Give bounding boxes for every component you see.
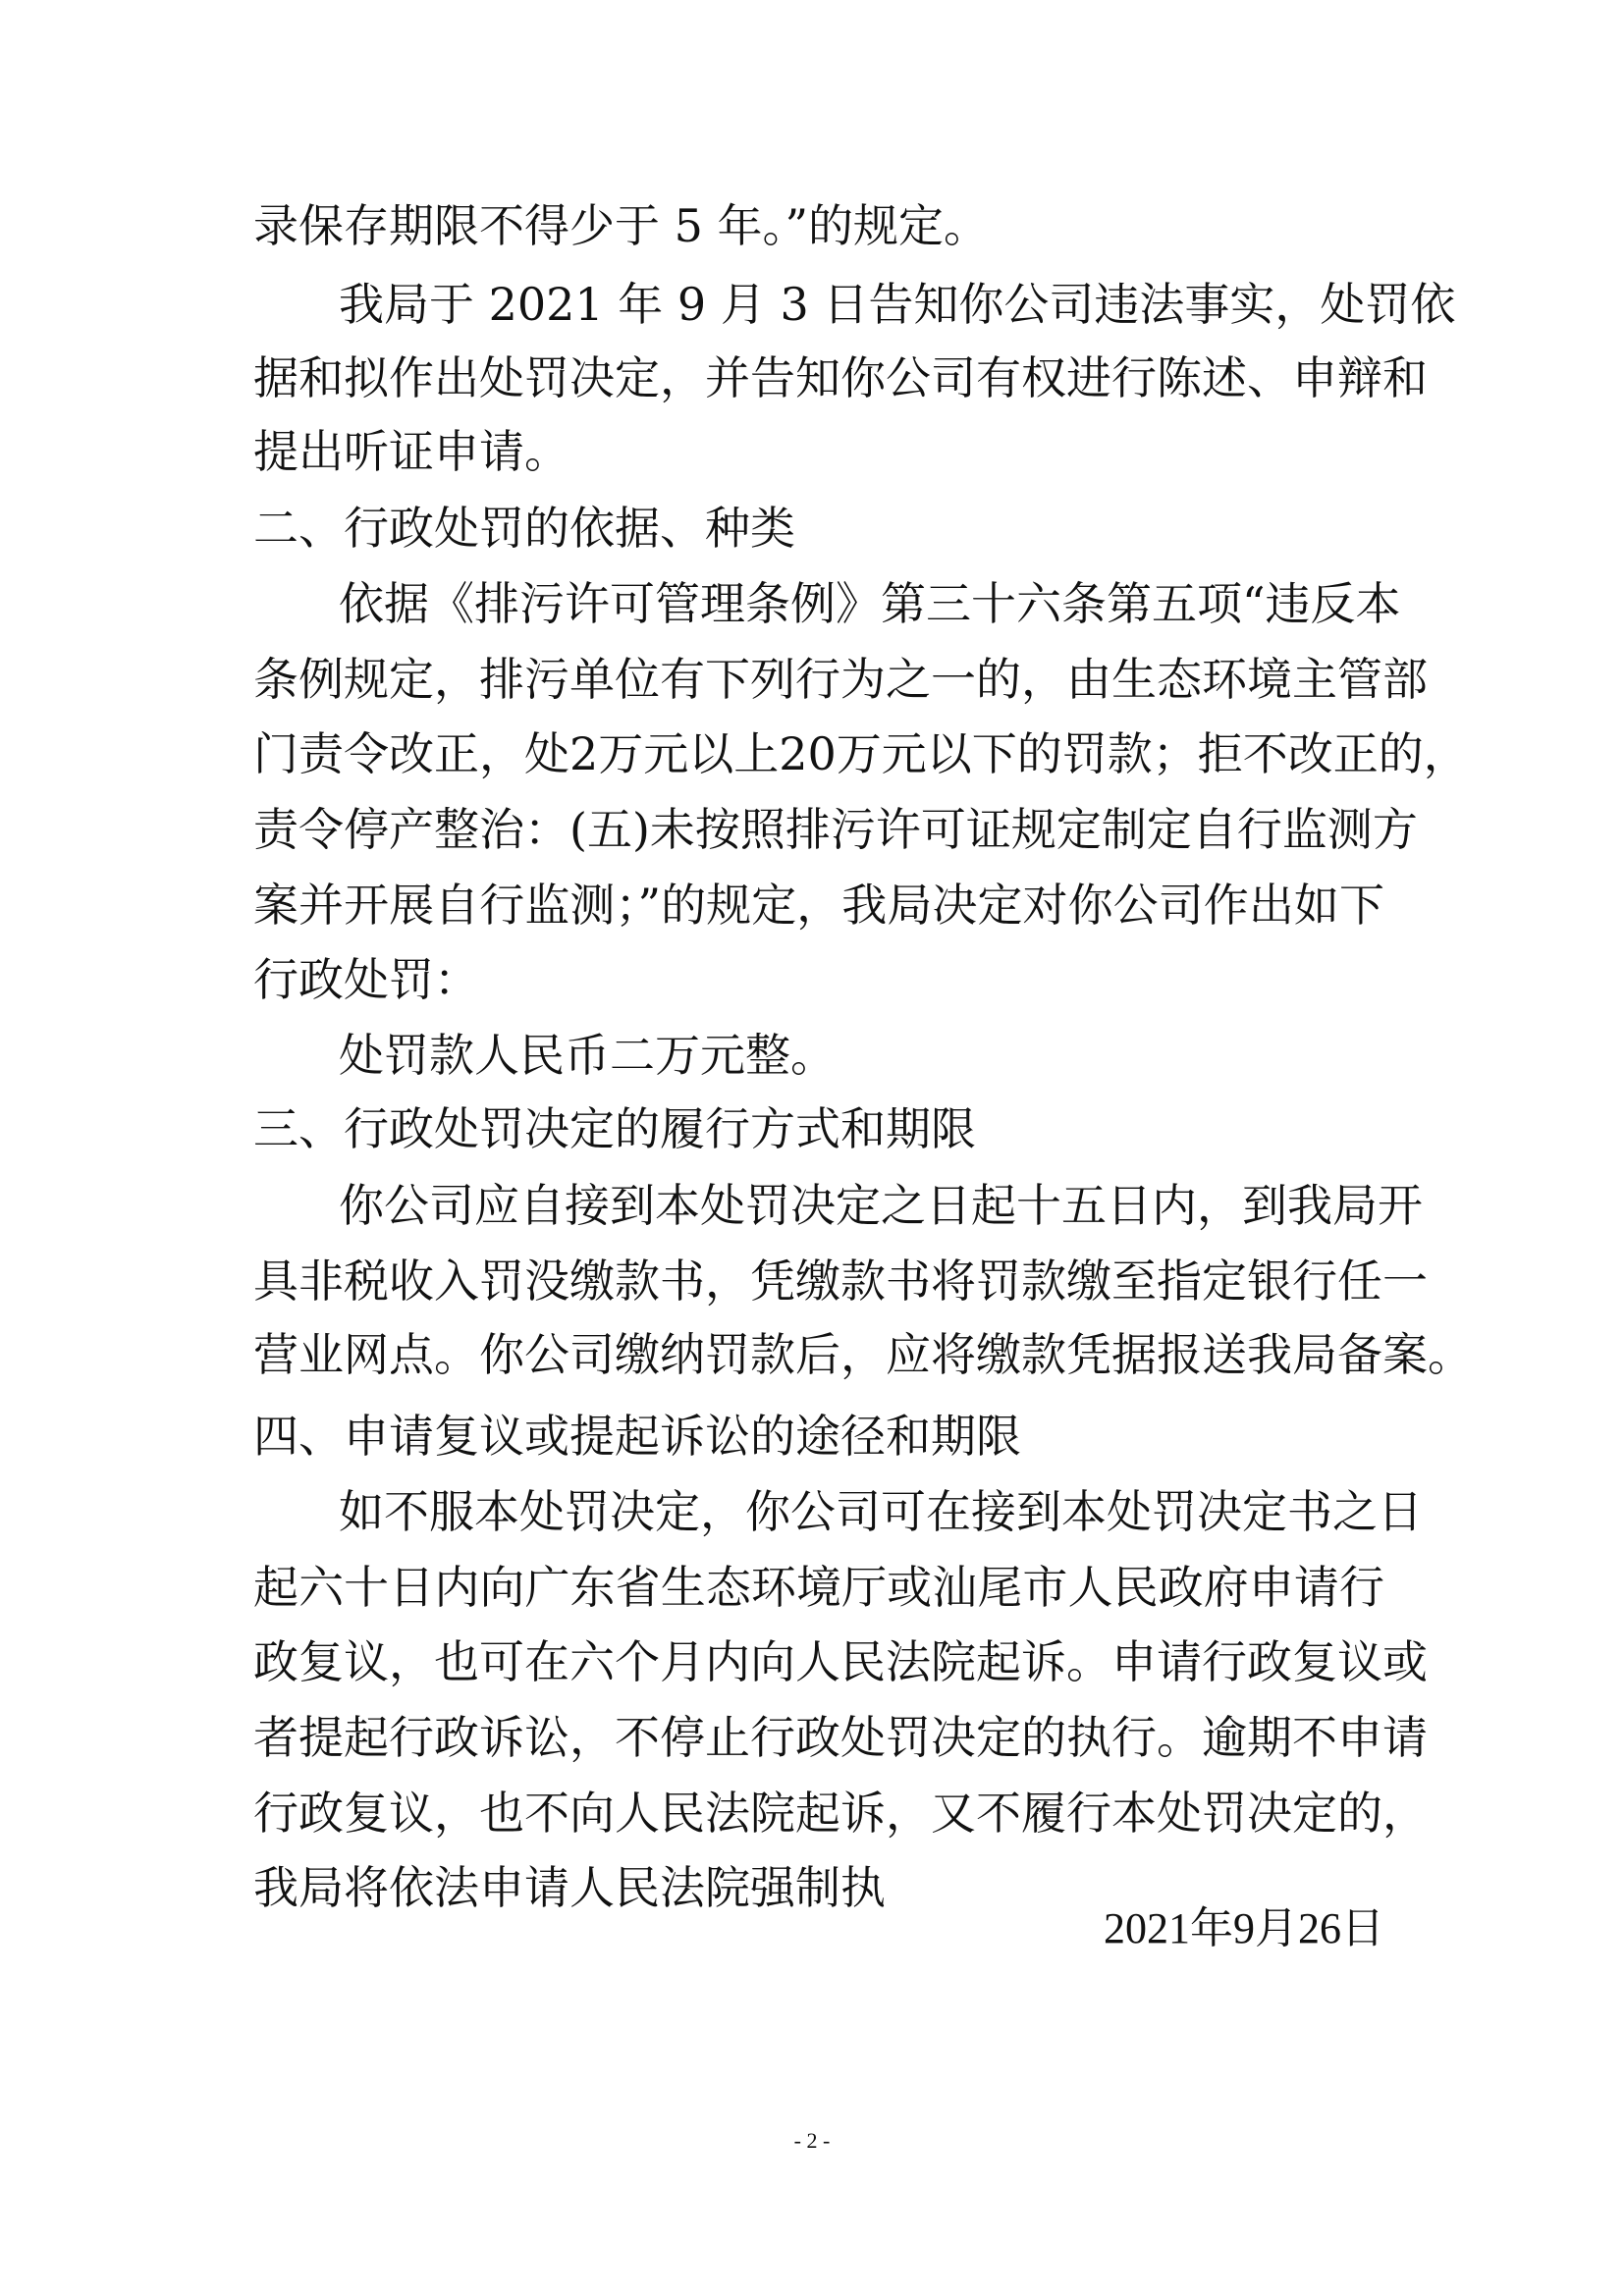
section-heading-3: 三、行政处罚决定的履行方式和期限 bbox=[253, 1102, 976, 1155]
body-line-2: 我局于 2021 年 9 月 3 日告知你公司违法事实，处罚依 bbox=[339, 278, 1456, 331]
body-line-22: 行政复议，也不向人民法院起诉，又不履行本处罚决定的， bbox=[253, 1787, 1428, 1840]
body-line-15: 具非税收入罚没缴款书，凭缴款书将罚款缴至指定银行任一 bbox=[253, 1255, 1428, 1308]
body-line-4: 提出听证申请。 bbox=[253, 425, 569, 478]
body-line-7: 条例规定，排污单位有下列行为之一的，由生态环境主管部 bbox=[253, 653, 1428, 706]
body-line-18: 如不服本处罚决定，你公司可在接到本处罚决定书之日 bbox=[339, 1485, 1423, 1538]
penalty-line: 处罚款人民币二万元整。 bbox=[339, 1029, 836, 1082]
body-line-6: 依据《排污许可管理条例》第三十六条第五项“违反本 bbox=[339, 577, 1401, 630]
body-line-10: 案并开展自行监测；”的规定，我局决定对你公司作出如下 bbox=[253, 879, 1384, 932]
body-line-23: 我局将依法申请人民法院强制执 bbox=[253, 1861, 886, 1914]
body-line-21: 者提起行政诉讼，不停止行政处罚决定的执行。逾期不申请 bbox=[253, 1711, 1428, 1764]
body-line-16: 营业网点。你公司缴纳罚款后，应将缴款凭据报送我局备案。 bbox=[253, 1328, 1473, 1381]
page-number: - 2 - bbox=[793, 2128, 831, 2153]
body-line-3: 据和拟作出处罚决定，并告知你公司有权进行陈述、申辩和 bbox=[253, 351, 1428, 404]
body-line-11: 行政处罚： bbox=[253, 953, 479, 1006]
body-line-8: 门责令改正，处2万元以上20万元以下的罚款；拒不改正的， bbox=[253, 727, 1469, 780]
body-line-9: 责令停产整治：(五)未按照排污许可证规定制定自行监测方 bbox=[253, 803, 1418, 856]
body-line-1: 录保存期限不得少于 5 年。”的规定。 bbox=[253, 199, 990, 252]
body-line-14: 你公司应自接到本处罚决定之日起十五日内，到我局开 bbox=[339, 1179, 1423, 1232]
body-line-19: 起六十日内向广东省生态环境厅或汕尾市人民政府申请行 bbox=[253, 1561, 1384, 1614]
document-date: 2021年9月26日 bbox=[1104, 1904, 1384, 1952]
section-heading-4: 四、申请复议或提起诉讼的途径和期限 bbox=[253, 1410, 1021, 1463]
section-heading-2: 二、行政处罚的依据、种类 bbox=[253, 502, 795, 555]
body-line-20: 政复议，也可在六个月内向人民法院起诉。申请行政复议或 bbox=[253, 1635, 1428, 1688]
